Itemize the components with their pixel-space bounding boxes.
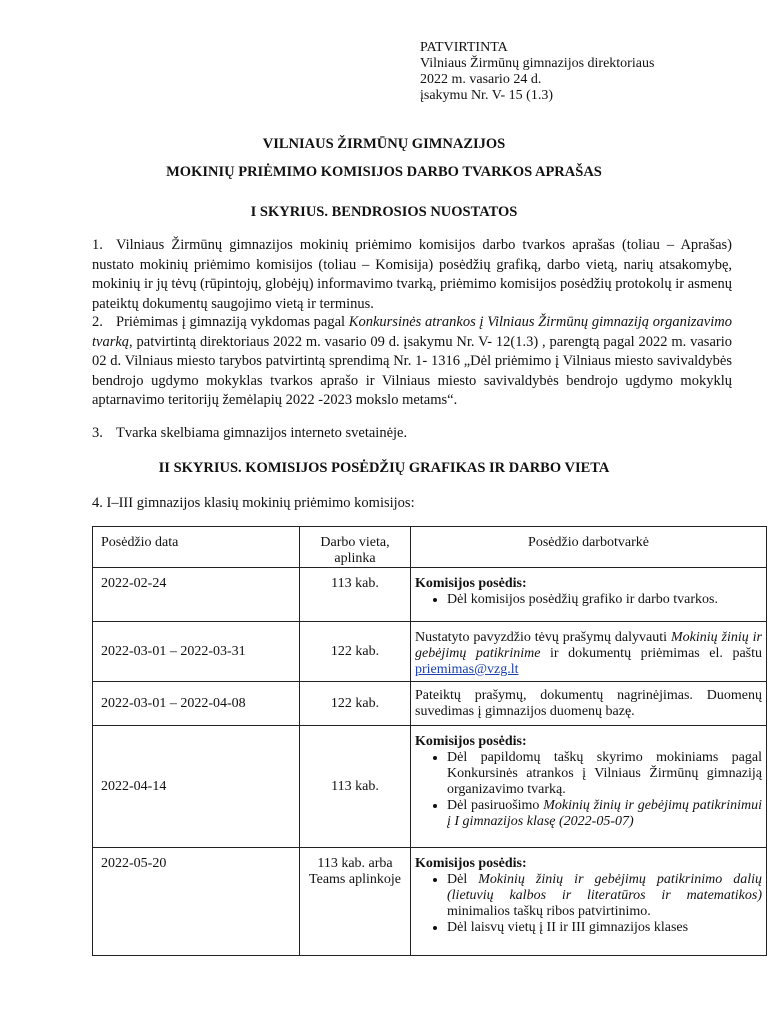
regulation-title: Konkursinės atrankos į Vilniaus Žirmūnų gimnaziją organizavimo tvarką [92,314,732,350]
agenda-list [415,750,762,830]
email-link[interactable]: priemimas@vzg.lt [415,662,519,677]
section-heading-2: II SKYRIUS. KOMISIJOS POSĖDŽIŲ GRAFIKAS IR DARBO VIETA [158,460,610,476]
paragraph-4: 4. I–III gimnazijos klasių mokinių priėmimo komisijos: [92,495,415,511]
table-header-date: Posėdžio data [93,527,300,568]
paragraph-text: Vilniaus Žirmūnų gimnazijos mokinių priėmimo komisijos darbo tvarkos aprašas (toliau – Aprašas) nustato mokinių priėmimo komisijos (toliau – Komisija) posėdžių grafiką, darbo vietą, narių atsakomybę, mokinių ir jų tėvų (rūpintojų, globėjų) informavimo tvarką, priėmimo komisijos posėdžių protokolų ir asmenų pateiktų dokumentų saugojimo vietą ir terminus. [92,237,732,312]
row-date: 2022-05-20 [93,848,300,956]
row-agenda [411,622,767,682]
paragraph-2 [92,313,732,411]
agenda-italic: Mokinių žinių ir gebėjimų patikrinimui į I gimnazijos klasę (2022-05-07) [447,798,762,829]
table-row [93,848,767,956]
agenda-text: Nustatyto pavyzdžio tėvų prašymų dalyvauti [415,630,671,645]
approval-line: 2022 m. vasario 24 d. [420,72,542,87]
row-date: 2022-04-14 [93,726,300,848]
agenda-item: • Dėl papildomų taškų skyrimo mokiniams pagal Konkursinės atrankos į Vilniaus Žirmūnų gimnaziją organizavimo tvarką. [447,750,762,798]
row-agenda [411,568,767,622]
paragraph-number: 3. [92,425,103,441]
table-header-place: Darbo vieta, aplinka [300,527,411,568]
table-row [93,568,767,622]
section-heading-1: I SKYRIUS. BENDROSIOS NUOSTATOS [250,204,518,220]
row-date: 2022-02-24 [93,568,300,622]
paragraph-3 [92,424,732,444]
agenda-heading: Komisijos posėdis: [415,576,527,591]
agenda-heading: Komisijos posėdis: [415,856,527,871]
row-agenda [411,848,767,956]
row-place: 122 kab. [300,682,411,726]
paragraph-number: 2. [92,314,103,330]
schedule-table [92,526,767,956]
approval-line: Vilniaus Žirmūnų gimnazijos direktoriaus [420,56,655,71]
row-date: 2022-03-01 – 2022-04-08 [93,682,300,726]
agenda-text: ir dokumentų priėmimas el. paštu [540,646,762,661]
row-place: 113 kab. [300,726,411,848]
paragraph-text: Priėmimas į gimnaziją vykdomas pagal [116,314,349,330]
paragraph-1 [92,236,732,314]
document-title: MOKINIŲ PRIĖMIMO KOMISIJOS DARBO TVARKOS APRAŠAS [166,164,602,180]
table-header-agenda: Posėdžio darbotvarkė [411,527,767,568]
agenda-item: • Dėl laisvų vietų į II ir III gimnazijos klases [447,920,762,936]
approval-block [420,40,654,104]
paragraph-text: Tvarka skelbiama gimnazijos interneto svetainėje. [116,425,408,441]
paragraph-number: 1. [92,237,103,253]
row-place: 113 kab. [300,568,411,622]
document-title-school: VILNIAUS ŽIRMŪNŲ GIMNAZIJOS [262,136,506,152]
agenda-item [447,798,762,830]
paragraph-text: , patvirtintą direktoriaus 2022 m. vasario 09 d. įsakymu Nr. V- 12(1.3) , parengtą pagal 2022 m. vasario 02 d. Vilniaus miesto tarybos patvirtintą sprendimą Nr. 1- 1316 „Dėl priėmimo į Vilniaus miesto savivaldybės bendrojo ugdymo mokyklas tvarkos aprašo ir Vilniaus miesto savivaldybės bendrojo ugdymo mokyklų aptarnavimo teritorijų žemėlapių 2022 -2023 mokslo metams“. [92,333,732,408]
row-agenda: Pateiktų prašymų, dokumentų nagrinėjimas. Duomenų suvedimas į gimnazijos duomenų bazę. [411,682,767,726]
agenda-text: minimalios taškų ribos patvirtinimo. [447,904,651,919]
agenda-text: Dėl pasiruošimo [447,798,544,813]
row-date: 2022-03-01 – 2022-03-31 [93,622,300,682]
agenda-item: • Dėl komisijos posėdžių grafiko ir darbo tvarkos. [447,592,762,608]
agenda-italic: Mokinių žinių ir gebėjimų patikrinimo dalių (lietuvių kalbos ir literatūros ir matematikos) [447,872,763,903]
row-agenda [411,726,767,848]
agenda-list [415,592,762,608]
table-row [93,622,767,682]
table-row [93,726,767,848]
agenda-italic: Mokinių žinių ir gebėjimų patikrinime [415,630,762,661]
row-place: 122 kab. [300,622,411,682]
approval-line: PATVIRTINTA [420,40,508,55]
row-place: 113 kab. arba Teams aplinkoje [300,848,411,956]
table-row [93,682,767,726]
agenda-heading: Komisijos posėdis: [415,734,527,749]
agenda-item [447,872,762,920]
agenda-list [415,872,762,936]
approval-line: įsakymu Nr. V- 15 (1.3) [420,88,553,103]
table-header-row [93,527,767,568]
agenda-text: Dėl [447,872,479,887]
